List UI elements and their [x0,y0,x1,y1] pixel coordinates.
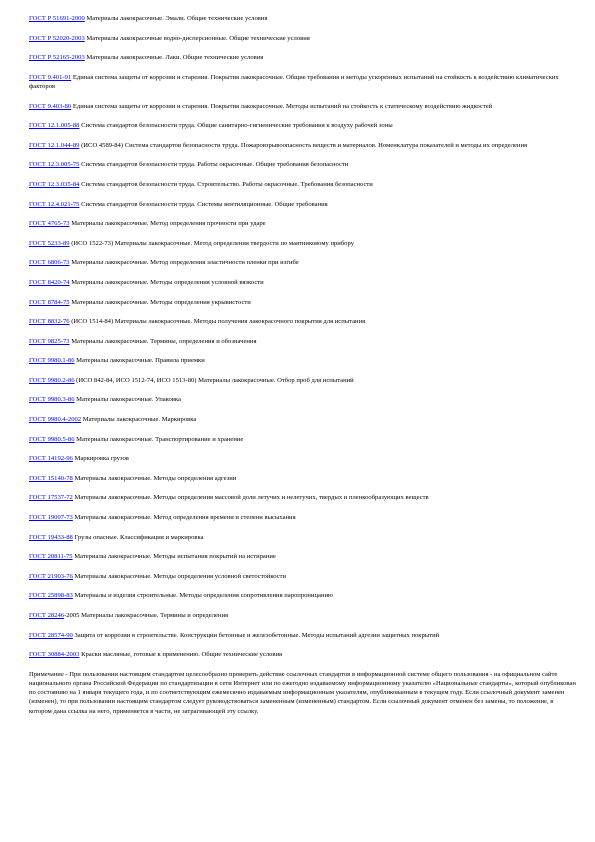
standard-link[interactable]: ГОСТ 9980.5-86 [29,435,75,443]
standard-title: Материалы лакокрасочные. Методы определения укрывистости [69,298,251,306]
standard-link[interactable]: ГОСТ 9980.4-2002 [29,416,82,424]
reference-entry [29,180,577,189]
reference-entry [29,160,577,169]
reference-entry [29,435,577,444]
standard-title: Материалы лакокрасочные. Методы определения массовой доли летучих и нелетучих, твердых и пленкообразующих веществ [72,494,429,502]
standard-link[interactable]: ГОСТ 30884-2003 [29,651,80,659]
reference-entry [29,337,577,346]
reference-entry [29,258,577,267]
standard-title: Защита от коррозии в строительстве. Конструкции бетонные и железобетонные. Методы испытаний адгезии защитных покрытий [72,631,440,639]
standard-link[interactable]: ГОСТ 6806-73 [29,259,70,267]
reference-entry [29,14,577,23]
document-page [29,14,577,722]
standard-title: Материалы и изделия строительные. Методы определения сопротивления паропроницанию [72,592,333,600]
standard-link[interactable]: ГОСТ 4765-73 [29,220,70,228]
standard-title: Материалы лакокрасочные. Правила приемки [74,357,205,365]
standard-title: Материалы лакокрасочные. Методы определения условной вязкости [69,278,264,286]
standard-link[interactable]: ГОСТ 20811-75 [29,553,73,561]
standard-title: Материалы лакокрасочные. Эмали. Общие технические условия [84,15,268,22]
standard-link[interactable]: ГОСТ Р 52020-2003 [29,34,85,42]
reference-entry [29,102,577,111]
standard-link[interactable]: ГОСТ 28246 [29,612,65,620]
reference-entry [29,395,577,404]
standard-title: Грузы опасные. Классификация и маркировка [72,533,204,541]
standard-title: (ИСО 1514-84) Материалы лакокрасочные. Методы получения лакокрасочного покрытия для испытания [69,318,366,326]
standard-title: Материалы лакокрасочные. Метод определения прочности при ударе [69,220,266,228]
standard-link[interactable]: ГОСТ 12.3.035-84 [29,180,80,188]
reference-entry [29,533,577,542]
reference-entry [29,73,577,91]
standard-link[interactable]: ГОСТ 9.401-91 [29,73,72,81]
reference-entry [29,474,577,483]
standard-title: Материалы лакокрасочные. Термины и определения [79,612,229,620]
standard-title: Единая система защиты от коррозии и старения. Покрытия лакокрасочные. Общие требования и методы ускоренных испытаний на стойкость к воздействию климатических факторов [29,73,559,90]
reference-entry [29,552,577,561]
standard-title: Материалы лакокрасочные. Лаки. Общие технические условия [84,54,264,62]
reference-entry [29,454,577,463]
reference-entry [29,493,577,502]
reference-entry [29,572,577,581]
standard-link[interactable]: ГОСТ 9980.2-86 [29,376,75,384]
standard-title: Система стандартов безопасности труда. Строительство. Работы окрасочные. Требования безопасности [79,180,373,188]
standard-title: Материалы лакокрасочные. Методы определения адгезии [72,474,237,482]
standard-link[interactable]: ГОСТ 12.4.021-75 [29,200,80,208]
standard-title: Материалы лакокрасочные. Методы испытания покрытий на истирание [72,553,276,561]
standard-title: Краски масляные, готовые к применению. Общие технические условия [79,651,283,659]
standard-title: Материалы лакокрасочные. Упаковка [74,396,181,404]
reference-entry [29,53,577,62]
standard-link[interactable]: ГОСТ 12.3.005-75 [29,161,80,169]
reference-entry [29,121,577,130]
reference-entry [29,376,577,385]
reference-entry [29,650,577,659]
standard-link[interactable]: ГОСТ 9980.1-86 [29,357,75,365]
standard-link[interactable]: ГОСТ 12.1.044-89 [29,141,80,149]
standard-link[interactable]: ГОСТ 9825-73 [29,337,70,345]
standard-link[interactable]: ГОСТ 21903-76 [29,572,73,580]
standard-link[interactable]: ГОСТ 15140-78 [29,474,73,482]
reference-entry [29,200,577,209]
standard-title: (ИСО 1522-73) Материалы лакокрасочные. Метод определения твердости по маятниковому прибору [69,239,354,247]
reference-entry [29,611,577,620]
reference-entry [29,219,577,228]
reference-entry [29,34,577,43]
normative-references-list [29,14,577,659]
standard-title: Единая система защиты от коррозии и старения. Покрытия лакокрасочные. Методы испытаний на стойкость к статическому воздействию жидкостей [71,102,493,110]
standard-link[interactable]: ГОСТ 12.1.005-88 [29,122,80,130]
standard-link[interactable]: ГОСТ Р 52165-2003 [29,54,85,62]
standard-title: Материалы лакокрасочные. Метод определения времени и степени высыхания [72,514,296,522]
standard-title: Маркировка грузов [72,455,129,463]
standard-title: Система стандартов безопасности труда. Системы вентиляционные. Общие требования [79,200,328,208]
standard-title: Материалы лакокрасочные. Транспортирование и хранение [74,435,244,443]
standard-title: Система стандартов безопасности труда. Общие санитарно-гигиенические требования к воздуху рабочей зоны [79,122,393,130]
reference-entry [29,513,577,522]
note-paragraph: Примечание - При пользовании настоящим стандартом целесообразно проверить действие ссылочных стандартов в информационной системе общего пользования - на официальном сайте национального органа Российской Федерации по стандартизации в сети Интернет или по ежегодно издаваемому информационному указателю «Национальные стандарты», который опубликован по состоянию на 1 января текущего года, и по соответствующим ежемесячно издаваемым информационным указателям, опубликованным в текущем году. Если ссылочный документ заменен (изменен), то при пользовании настоящим стандартом следует руководствоваться замененным (измененным) стандартом. Если ссылочный документ отменен без замены, то положение, в котором дана ссылка на него, применяется в части, не затрагивающей эту ссылку. [29,670,576,715]
standard-title: Материалы лакокрасочные. Маркировка [81,416,197,424]
standard-link[interactable]: ГОСТ 17537-72 [29,494,73,502]
reference-entry [29,298,577,307]
reference-entry [29,317,577,326]
standard-link[interactable]: ГОСТ 28574-90 [29,631,73,639]
reference-entry [29,278,577,287]
reference-entry [29,141,577,150]
standard-title: (ИСО 842-84, ИСО 1512-74, ИСО 1513-80) Материалы лакокрасочные. Отбор проб для испытаний [74,376,354,384]
standard-title: Материалы лакокрасочные. Термины, определения и обозначения [69,337,257,345]
standard-link[interactable]: ГОСТ 19007-73 [29,514,73,522]
standard-link[interactable]: ГОСТ 5233-89 [29,239,70,247]
reference-entry [29,591,577,600]
standard-title: (ИСО 4589-84) Система стандартов безопасности труда. Пожаровзрывоопасность веществ и материалов. Номенклатура показателей и методы их определения [79,141,528,149]
standard-title: Материалы лакокрасочные водно-дисперсионные. Общие технические условия [84,34,310,42]
reference-entry [29,631,577,640]
standard-link[interactable]: ГОСТ 8420-74 [29,278,70,286]
standard-title: Материалы лакокрасочные. Методы определения условной светостойкости [72,572,287,580]
standard-link[interactable]: ГОСТ 19433-88 [29,533,73,541]
standard-link[interactable]: ГОСТ Р 51691-2000 [29,15,85,22]
standard-link[interactable]: ГОСТ 8784-75 [29,298,70,306]
reference-entry [29,239,577,248]
standard-link[interactable]: ГОСТ 8832-76 [29,318,70,326]
standard-title: Система стандартов безопасности труда. Работы окрасочные. Общие требования безопасности [79,161,349,169]
standard-link[interactable]: ГОСТ 25898-83 [29,592,73,600]
standard-link[interactable]: ГОСТ 9.403-80 [29,102,72,110]
standard-title: Материалы лакокрасочные. Метод определения эластичности пленки при изгибе [69,259,299,267]
standard-link[interactable]: ГОСТ 14192-96 [29,455,73,463]
standard-link[interactable]: ГОСТ 9980.3-86 [29,396,75,404]
reference-entry [29,415,577,424]
reference-entry [29,356,577,365]
standard-code-suffix: -2005 [64,612,80,620]
